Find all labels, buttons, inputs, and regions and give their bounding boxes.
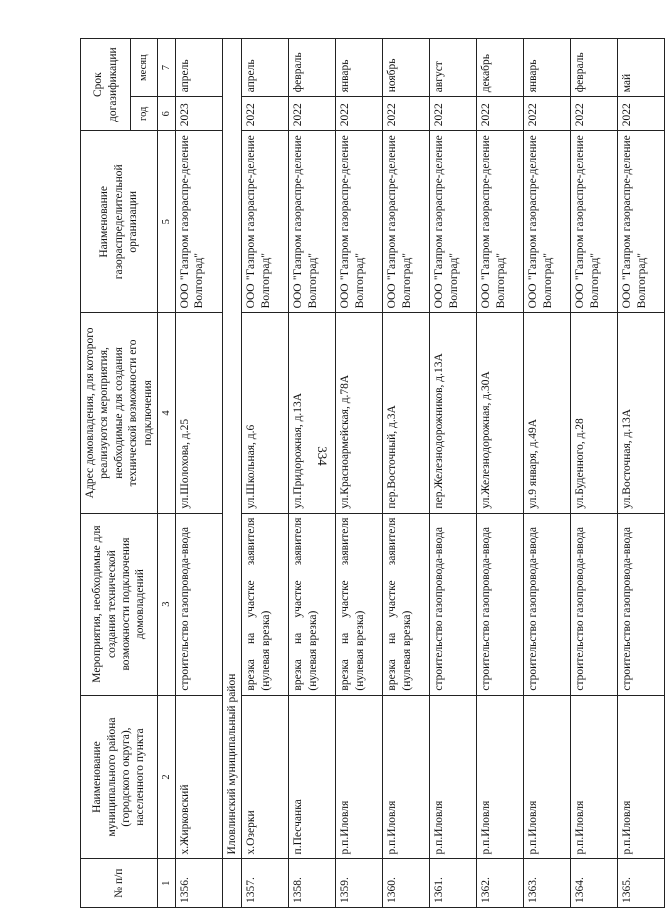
cell-org: ООО "Газпром газораспре-деление Волгоград" [242, 131, 289, 313]
cell-measures: строительство газопровода-ввода [176, 513, 223, 695]
cell-measures: строительство газопровода-ввода [618, 513, 665, 695]
cell-location: х.Жирковский [176, 695, 223, 859]
table-row [430, 39, 477, 908]
cell-address: ул.Железнодорожная, д.30А [477, 313, 524, 513]
cell-month: январь [524, 39, 571, 97]
cell-measures: врезка на участке заявителя (нулевая врезка) [383, 513, 430, 695]
cell-year: 2022 [242, 97, 289, 131]
cell-year: 2022 [618, 97, 665, 131]
gasification-table [80, 38, 665, 908]
region-row [223, 39, 242, 908]
table-row [176, 39, 223, 908]
header-address: Адрес домовладения, для которого реализуются мероприятия, необходимые для создания технической возможности его подключения [81, 313, 158, 513]
cell-address: ул.Шолохова, д.25 [176, 313, 223, 513]
cell-year: 2022 [524, 97, 571, 131]
cell-measures: врезка на участке заявителя (нулевая врезка) [336, 513, 383, 695]
cell-year: 2022 [383, 97, 430, 131]
cell-year: 2022 [336, 97, 383, 131]
cell-year: 2022 [430, 97, 477, 131]
cell-location: р.п.Иловля [571, 695, 618, 859]
page-number: 334 [315, 446, 330, 466]
cell-num: 1363. [524, 859, 571, 908]
cell-measures: строительство газопровода-ввода [524, 513, 571, 695]
cell-num: 1361. [430, 859, 477, 908]
cell-num: 1357. [242, 859, 289, 908]
col-number: 7 [157, 39, 175, 97]
cell-org: ООО "Газпром газораспре-деление Волгоград" [176, 131, 223, 313]
table-row [618, 39, 665, 908]
cell-month: декабрь [477, 39, 524, 97]
col-number: 3 [157, 513, 175, 695]
cell-measures: строительство газопровода-ввода [477, 513, 524, 695]
cell-measures: врезка на участке заявителя (нулевая врезка) [289, 513, 336, 695]
cell-num: 1356. [176, 859, 223, 908]
cell-address: ул.Придорожная, д.13А [289, 313, 336, 513]
col-number: 5 [157, 131, 175, 313]
cell-measures: строительство газопровода-ввода [430, 513, 477, 695]
cell-measures: строительство газопровода-ввода [571, 513, 618, 695]
cell-address: пер.Железнодорожников, д.13А [430, 313, 477, 513]
cell-org: ООО "Газпром газораспре-деление Волгоград" [477, 131, 524, 313]
cell-month: апрель [176, 39, 223, 97]
cell-location: р.п.Иловля [383, 695, 430, 859]
cell-org: ООО "Газпром газораспре-деление Волгоград" [336, 131, 383, 313]
cell-month: ноябрь [383, 39, 430, 97]
cell-month: апрель [242, 39, 289, 97]
col-number: 4 [157, 313, 175, 513]
cell-measures: врезка на участке заявителя (нулевая врезка) [242, 513, 289, 695]
cell-num: 1365. [618, 859, 665, 908]
table-row [524, 39, 571, 908]
cell-address: пер.Восточный, д.3А [383, 313, 430, 513]
cell-month: январь [336, 39, 383, 97]
cell-location: п.Песчанка [289, 695, 336, 859]
cell-org: ООО "Газпром газораспре-деление Волгоград" [383, 131, 430, 313]
cell-num: 1364. [571, 859, 618, 908]
cell-address: ул.Красноармейская, д.78А [336, 313, 383, 513]
cell-org: ООО "Газпром газораспре-деление Волгоград" [571, 131, 618, 313]
cell-location: р.п.Иловля [524, 695, 571, 859]
cell-address: ул.Буденного, д.28 [571, 313, 618, 513]
table-row [383, 39, 430, 908]
header-deadline: Срок догазификации [81, 39, 131, 131]
cell-year: 2022 [571, 97, 618, 131]
col-number: 2 [157, 695, 175, 859]
cell-org: ООО "Газпром газораспре-деление Волгоград" [524, 131, 571, 313]
column-numbers-row [157, 39, 175, 908]
cell-num: 1359. [336, 859, 383, 908]
cell-location: р.п.Иловля [336, 695, 383, 859]
cell-year: 2022 [477, 97, 524, 131]
region-header: Иловлинский муниципальный район [223, 39, 242, 859]
cell-location: р.п.Иловля [430, 695, 477, 859]
cell-org: ООО "Газпром газораспре-деление Волгоград" [289, 131, 336, 313]
table-row [477, 39, 524, 908]
header-measures: Мероприятия, необходимые для создания технической возможности подключения домовладений [81, 513, 158, 695]
cell-address: ул.Школьная, д.6 [242, 313, 289, 513]
cell-num: 1360. [383, 859, 430, 908]
cell-num: 1362. [477, 859, 524, 908]
header-location: Наименование муниципального района (городского округа), населенного пункта [81, 695, 158, 859]
cell-num: 1358. [289, 859, 336, 908]
cell-month: февраль [571, 39, 618, 97]
cell-year: 2022 [289, 97, 336, 131]
cell-org: ООО "Газпром газораспре-деление Волгоград" [618, 131, 665, 313]
table-row [336, 39, 383, 908]
header-org: Наименование газораспределительной организации [81, 131, 158, 313]
cell-address: ул.Восточная, д.13А [618, 313, 665, 513]
cell-org: ООО "Газпром газораспре-деление Волгоград" [430, 131, 477, 313]
table-header-row [81, 39, 131, 908]
cell-year: 2023 [176, 97, 223, 131]
header-year: год [131, 97, 158, 131]
cell-address: ул.9 января, д.49А [524, 313, 571, 513]
header-month: месяц [131, 39, 158, 97]
table-row [571, 39, 618, 908]
cell-location: р.п.Иловля [618, 695, 665, 859]
header-num: № п/п [81, 859, 158, 908]
cell-month: май [618, 39, 665, 97]
table-row [289, 39, 336, 908]
col-number: 1 [157, 859, 175, 908]
cell-month: август [430, 39, 477, 97]
col-number: 6 [157, 97, 175, 131]
cell-location: р.п.Иловля [477, 695, 524, 859]
cell-month: февраль [289, 39, 336, 97]
table-row [242, 39, 289, 908]
cell-location: х.Озерки [242, 695, 289, 859]
